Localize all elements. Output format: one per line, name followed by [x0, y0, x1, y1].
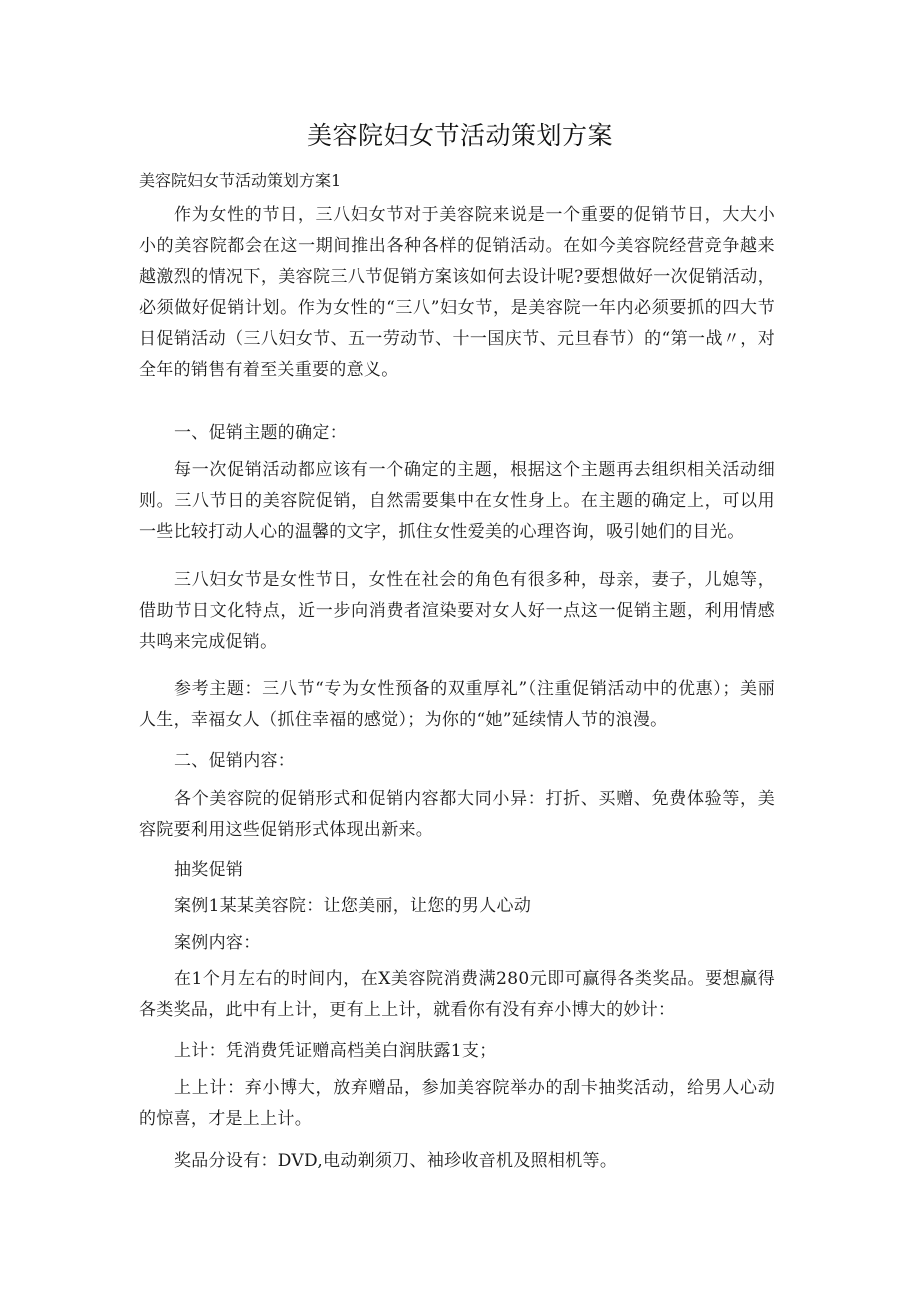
- heading-lottery: 抽奖促销: [174, 860, 244, 880]
- document-subtitle: 美容院妇女节活动策划方案1: [139, 171, 342, 190]
- paragraph-case-description: 在1个月左右的时间内，在X美容院消费满280元即可赢得各类奖品。要想赢得各类奖品，此中有上计，更有上上计，就看你有没有弃小博大的妙计：: [139, 969, 775, 1020]
- paragraph-promotion-forms: 各个美容院的促销形式和促销内容都大同小异：打折、买赠、免费体验等，美容院要利用这些促销形式体现出新来。: [139, 789, 775, 840]
- document-title: 美容院妇女节活动策划方案: [306, 121, 613, 150]
- paragraph-prizes: 奖品分设有：DVD,电动剃须刀、袖珍收音机及照相机等。: [174, 1151, 618, 1171]
- paragraph-womens-day: 三八妇女节是女性节日，女性在社会的角色有很多种，母亲，妻子，儿媳等，借助节日文化特点，近一步向消费者渲染要对女人好一点这一促销主题，利用情感共鸣来完成促销。: [139, 570, 775, 652]
- heading-case-1: 案例1某某美容院：让您美丽，让您的男人心动: [174, 896, 532, 916]
- section-heading-content: 二、促销内容：: [174, 751, 296, 771]
- heading-case-content: 案例内容：: [174, 933, 261, 953]
- paragraph-reference-themes: 参考主题：三八节“专为女性预备的双重厚礼”（注重促销活动中的优惠）；美丽人生，幸福女人（抓住幸福的感觉）；为你的“她”延续情人节的浪漫。: [139, 679, 775, 730]
- paragraph-theme: 每一次促销活动都应该有一个确定的主题，根据这个主题再去组织相关活动细则。三八节日的美容院促销，自然需要集中在女性身上。在主题的确定上，可以用一些比较打动人心的温馨的文字，抓住女性爱美的心理咨询，吸引她们的目光。: [139, 460, 775, 542]
- paragraph-intro: 作为女性的节日，三八妇女节对于美容院来说是一个重要的促销节日，大大小小的美容院都会在这一期间推出各种各样的促销活动。在如今美容院经营竞争越来越激烈的情况下，美容院三八节促销方案该如何去设计呢?要想做好一次促销活动，必须做好促销计划。作为女性的“三八”妇女节，是美容院一年内必须要抓的四大节日促销活动（三八妇女节、五一劳动节、十一国庆节、元旦春节）的“第一战〃，对全年的销售有着至关重要的意义。: [139, 205, 775, 380]
- paragraph-plan-top: 上上计：弃小博大，放弃赠品，参加美容院举办的刮卡抽奖活动，给男人心动的惊喜，才是上上计。: [139, 1078, 775, 1129]
- section-heading-theme: 一、促销主题的确定：: [174, 423, 347, 443]
- paragraph-plan-upper: 上计：凭消费凭证赠高档美白润肤露1支；: [174, 1041, 497, 1061]
